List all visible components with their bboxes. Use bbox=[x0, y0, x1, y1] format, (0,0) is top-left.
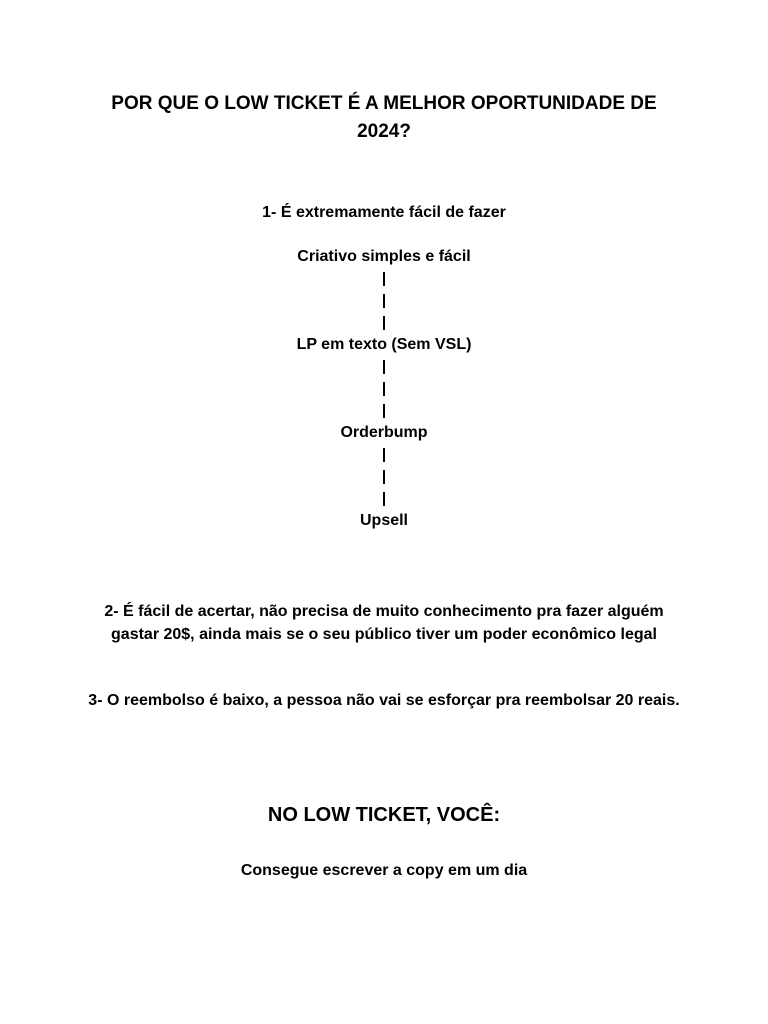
point-2-text: 2- É fácil de acertar, não precisa de muito conhecimento pra fazer alguém gastar 20$, ainda mais se o seu público tiver um poder econômico legal bbox=[104, 603, 664, 643]
flow-step-lp: LP em texto (Sem VSL) bbox=[296, 336, 472, 353]
flow-connector bbox=[0, 444, 768, 510]
connector-bar bbox=[383, 404, 385, 418]
funnel-flow bbox=[0, 246, 768, 532]
flow-step-criativo: Criativo simples e fácil bbox=[297, 248, 471, 265]
flow-connector bbox=[0, 356, 768, 422]
page-title: POR QUE O LOW TICKET É A MELHOR OPORTUNIDADE DE 2024? bbox=[111, 93, 657, 142]
connector-bar bbox=[383, 360, 385, 374]
flow-connector bbox=[0, 268, 768, 334]
section-heading: NO LOW TICKET, VOCÊ: bbox=[267, 804, 501, 826]
connector-bar bbox=[383, 294, 385, 308]
connector-bar bbox=[383, 470, 385, 484]
point-3-text: 3- O reembolso é baixo, a pessoa não vai se esforçar pra reembolsar 20 reais. bbox=[88, 692, 680, 709]
flow-step-orderbump: Orderbump bbox=[340, 424, 428, 441]
connector-bar bbox=[383, 492, 385, 506]
connector-bar bbox=[383, 316, 385, 330]
connector-bar bbox=[383, 382, 385, 396]
flow-step-upsell: Upsell bbox=[359, 512, 408, 529]
section-line: Consegue escrever a copy em um dia bbox=[240, 862, 528, 879]
connector-bar bbox=[383, 272, 385, 286]
connector-bar bbox=[383, 448, 385, 462]
point-1-text: 1- É extremamente fácil de fazer bbox=[262, 204, 506, 221]
